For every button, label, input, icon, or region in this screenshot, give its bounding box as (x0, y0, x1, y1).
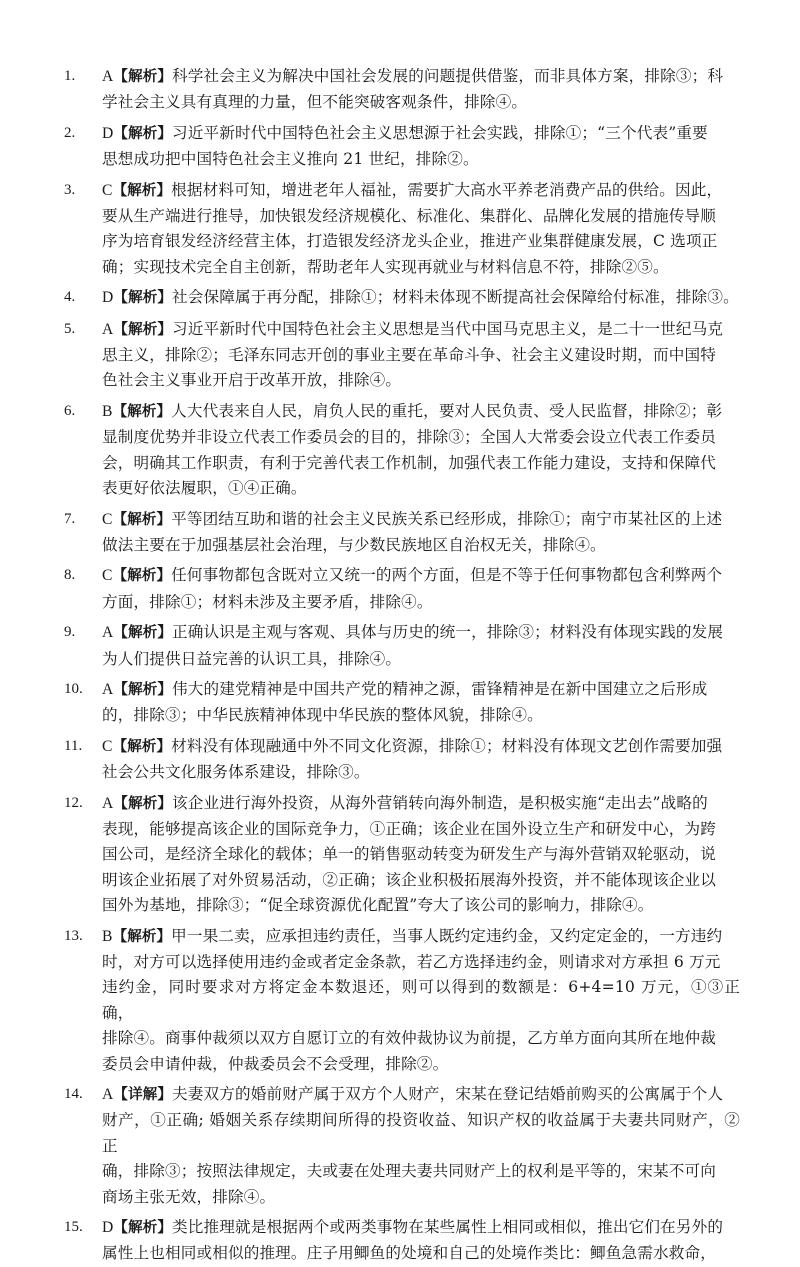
explanation-tag: 【解析】 (112, 182, 172, 199)
explanation-tag: 【解析】 (113, 681, 173, 698)
item-number: 7. (64, 510, 76, 527)
answer-item (64, 507, 740, 559)
answer-letter: C (102, 737, 113, 755)
explanation-tag: 【解析】 (113, 69, 173, 85)
explanation-tag: 【详解】 (113, 1087, 173, 1104)
answer-item (64, 1215, 740, 1267)
item-content (102, 317, 740, 394)
explanation-text: 习近平新时代中国特色社会主义思想源于社会实践，排除①；“三个代表”重要 思想成功把中国特色社会主义推向 21 世纪，排除②。 (102, 123, 708, 169)
answer-letter: B (102, 927, 113, 945)
answer-letter: A (102, 1086, 114, 1104)
item-content (102, 121, 740, 173)
explanation-tag: 【解析】 (112, 928, 172, 945)
answer-letter: C (102, 181, 113, 199)
explanation-tag: 【解析】 (113, 1220, 173, 1237)
answer-item (64, 620, 740, 672)
explanation-text: 根据材料可知，增进老年人福祉，需要扩大高水平养老消费产品的供给。因此， 要从生产端进行推导，加快银发经济规模化、标准化、集群化、品牌化发展的措施传导顺 序为培育银发经济经营主体，打造银发经济龙头企业，推进产业集群健康发展，C 选项正 确；实现技术完全自主创新，帮助老年人实现再就业与材料信息不符，排除②⑤。 (102, 180, 723, 276)
answer-letter: D (102, 289, 114, 307)
item-number: 10. (64, 680, 83, 697)
answer-letter: D (102, 1219, 114, 1237)
explanation-text: 材料没有体现融通中外不同文化资源，排除①；材料没有体现文艺创作需要加强 社会公共文化服务体系建设，排除③。 (102, 736, 723, 782)
explanation-text: 夫妻双方的婚前财产属于双方个人财产，宋某在登记结婚前购买的公寓属于个人 财产，①正确; 婚姻关系存续期间所得的投资收益、知识产权的收益属于夫妻共同财产，②正 确，排除③；按照法律规定，夫或妻在处理夫妻共同财产上的权利是平等的，宋某不可向 商场主张无效，排除④。 (102, 1085, 740, 1206)
answer-letter: A (102, 680, 114, 698)
item-number: 6. (64, 402, 76, 419)
answer-item (64, 121, 740, 173)
answer-letter: A (102, 68, 114, 85)
answer-letter: A (102, 320, 114, 338)
item-content (102, 285, 740, 311)
answer-letter: C (102, 567, 113, 585)
answer-letter: B (102, 402, 113, 420)
answer-letter: C (102, 510, 113, 528)
item-number: 9. (64, 624, 76, 641)
explanation-text: 科学社会主义为解决中国社会发展的问题提供借鉴，而非具体方案，排除③；科 学社会主义具有真理的力量，但不能突破客观条件，排除④。 (102, 67, 724, 112)
explanation-tag: 【解析】 (113, 795, 173, 812)
item-content (102, 677, 740, 729)
item-number: 8. (64, 567, 76, 584)
item-content (102, 734, 740, 786)
explanation-tag: 【解析】 (112, 738, 172, 755)
explanation-tag: 【解析】 (113, 321, 173, 338)
item-content (102, 1082, 740, 1210)
explanation-text: 任何事物都包含既对立又统一的两个方面，但是不等于任何事物都包含利弊两个 方面，排除①；材料未涉及主要矛盾，排除④。 (102, 566, 723, 611)
item-number: 2. (64, 124, 76, 141)
item-content (102, 563, 740, 615)
item-content (102, 1215, 740, 1267)
explanation-tag: 【解析】 (113, 625, 173, 642)
explanation-tag: 【解析】 (113, 290, 173, 307)
answer-letter: D (102, 124, 114, 142)
item-content (102, 620, 740, 672)
answer-letter: A (102, 794, 114, 812)
answer-item (64, 317, 740, 394)
item-content (102, 924, 740, 1077)
answer-list (64, 64, 740, 1267)
item-content (102, 791, 740, 919)
item-number: 4. (64, 289, 76, 306)
explanation-tag: 【解析】 (112, 511, 172, 528)
explanation-text: 正确认识是主观与客观、具体与历史的统一，排除③；材料没有体现实践的发展 为人们提供日益完善的认识工具，排除④。 (102, 623, 724, 668)
explanation-text: 甲一果二卖，应承担违约责任，当事人既约定违约金，又约定定金的，一方违约 时，对方可以选择使用违约金或者定金条款，若乙方选择违约金，则请求对方承担 6 万元 违约金，同时要求对方将定金本数退还，则可以得到的数额是：6+4=10 万元，①③正确， 排除④。商事仲裁须以双方自愿订立的有效仲裁协议为前提，乙方单方面向其所在地仲裁 委员会申请仲裁，仲裁委员会不会受理，排除②。 (102, 926, 740, 1073)
explanation-tag: 【解析】 (113, 125, 173, 142)
answer-item (64, 563, 740, 615)
answer-item (64, 924, 740, 1077)
item-number: 12. (64, 794, 83, 811)
answer-item (64, 677, 740, 729)
answer-item (64, 791, 740, 919)
item-content (102, 399, 740, 502)
item-number: 15. (64, 1219, 83, 1236)
explanation-text: 平等团结互助和谐的社会主义民族关系已经形成，排除①；南宁市某社区的上述 做法主要在于加强基层社会治理，与少数民族地区自治权无关，排除④。 (102, 509, 723, 554)
answer-item (64, 64, 740, 116)
explanation-text: 类比推理就是根据两个或两类事物在某些属性上相同或相似，推出它们在另外的 属性上也相同或相似的推理。庄子用鲫鱼的处境和自己的处境作类比：鲫鱼急需水救命， (102, 1218, 724, 1263)
item-content (102, 507, 740, 559)
item-number: 11. (64, 737, 83, 754)
item-number: 5. (64, 320, 76, 337)
item-number: 13. (64, 927, 83, 944)
item-content (102, 64, 740, 116)
explanation-text: 社会保障属于再分配，排除①；材料未体现不断提高社会保障给付标准，排除③。 (172, 288, 739, 307)
answer-item (64, 285, 740, 311)
item-number: 3. (64, 181, 76, 198)
answer-item (64, 178, 740, 281)
explanation-text: 该企业进行海外投资，从海外营销转向海外制造，是积极实施“走出去”战略的 表现，能够提高该企业的国际竞争力，①正确；该企业在国外设立生产和研发中心，为跨 国公司，是经济全球化的载体；单一的销售驱动转变为研发生产与海外营销双轮驱动，说 明该企业拓展了对外贸易活动，②正确；该企业积极拓展海外投资，并不能体现该企业以 国外为基地，排除③；“促全球资源优化配置”夸大了该公司的影响力，排除④。 (102, 793, 717, 915)
answer-item (64, 399, 740, 502)
item-content (102, 178, 740, 281)
item-number: 1. (64, 68, 76, 84)
explanation-tag: 【解析】 (112, 403, 172, 420)
answer-item (64, 1082, 740, 1210)
answer-item (64, 734, 740, 786)
item-number: 14. (64, 1086, 83, 1103)
explanation-tag: 【解析】 (112, 568, 172, 585)
answer-letter: A (102, 624, 114, 642)
explanation-text: 人大代表来自人民，肩负人民的重托，要对人民负责、受人民监督，排除②；彰 显制度优势并非设立代表工作委员会的目的，排除③；全国人大常委会设立代表工作委员 会，明确其工作职责，有利于完善代表工作机制，加强代表工作能力建设，支持和保障代 表更好依法履职，①④正确。 (102, 401, 723, 498)
explanation-text: 伟大的建党精神是中国共产党的精神之源，雷锋精神是在新中国建立之后形成 的，排除③；中华民族精神体现中华民族的整体风貌，排除④。 (102, 679, 708, 725)
explanation-text: 习近平新时代中国特色社会主义思想是当代中国马克思主义，是二十一世纪马克 思主义，排除②；毛泽东同志开创的事业主要在革命斗争、社会主义建设时期，而中国特 色社会主义事业开启于改革开放，排除④。 (102, 319, 724, 390)
